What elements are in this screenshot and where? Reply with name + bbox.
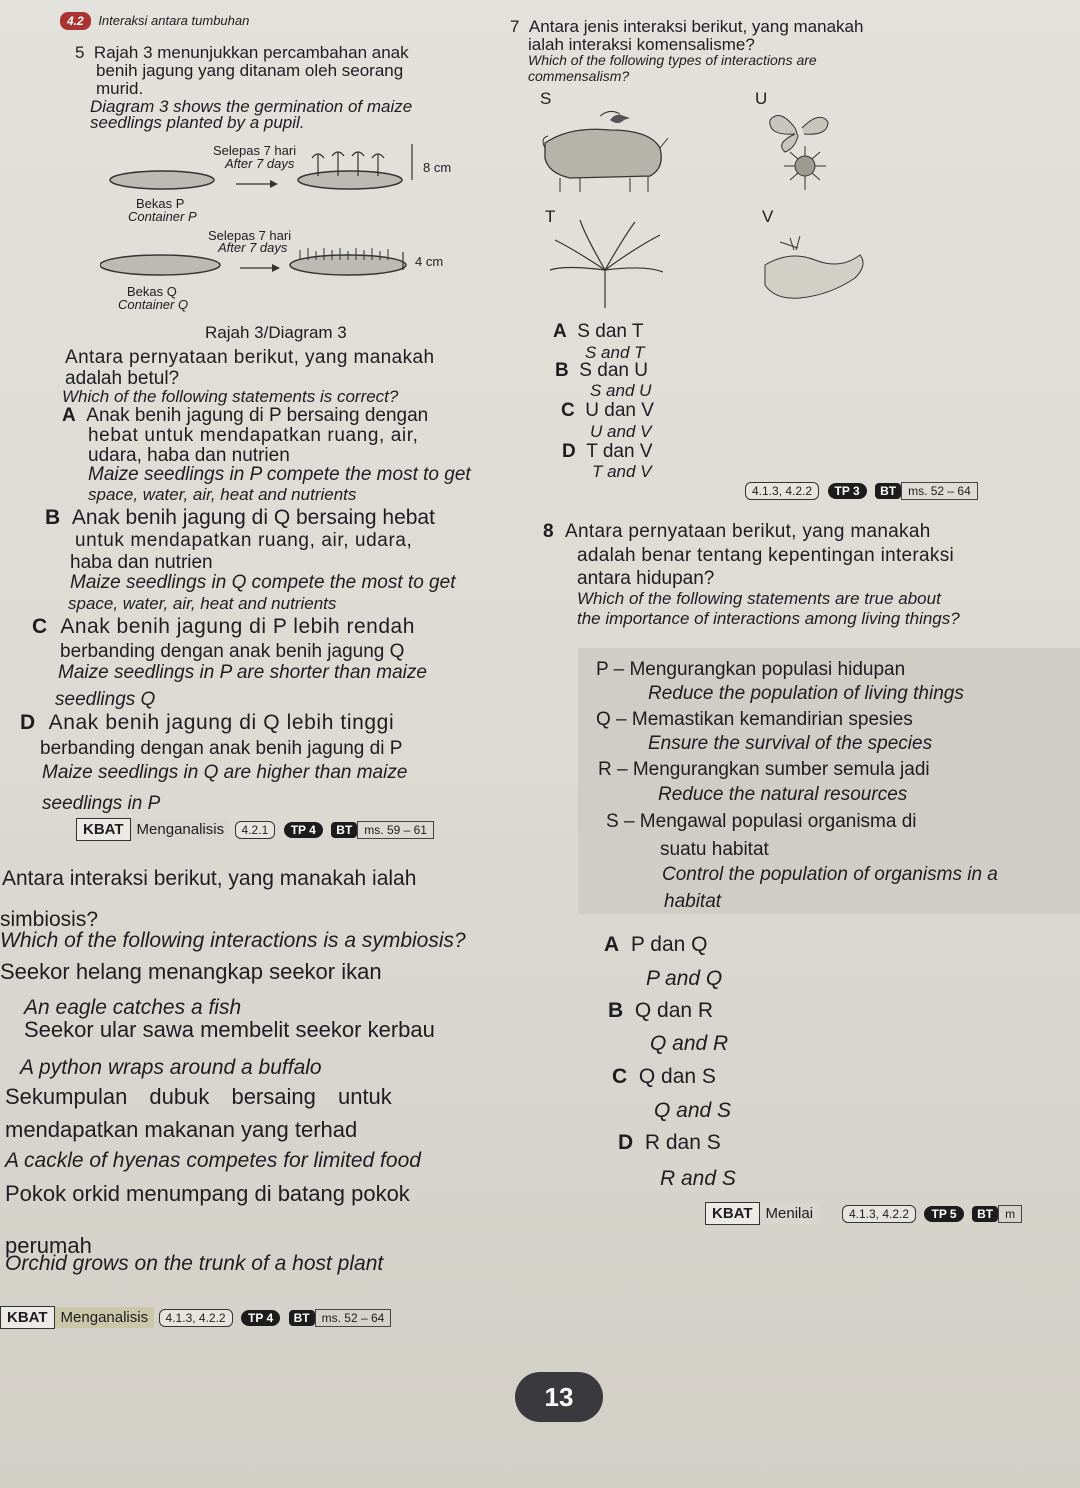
q8-option-a[interactable]: A P dan Q <box>604 933 708 956</box>
q8-question-en-1: Which of the following statements are true about <box>577 589 941 608</box>
q6-question-ms-2: simbiosis? <box>0 908 99 931</box>
after-label-q-ms: Selepas 7 hari <box>208 228 292 243</box>
kbat-tag: KBAT <box>0 1306 55 1329</box>
container-p-en: Container P <box>128 209 197 224</box>
q5-option-a-en-2: space, water, air, heat and nutrients <box>88 485 357 504</box>
q6-question-ms-1: Antara interaksi berikut, yang manakah ialah <box>2 867 417 890</box>
skill-tag: Menganalisis <box>55 1307 155 1328</box>
q5-option-a-ms-3: udara, haba dan nutrien <box>88 445 290 466</box>
q6-option-a-en: An eagle catches a fish <box>24 996 242 1019</box>
q5-option-a-ms-2: hebat untuk mendapatkan ruang, air, <box>88 425 419 446</box>
q5-option-a[interactable]: A Anak benih jagung di P bersaing dengan <box>62 405 429 426</box>
page-number: 13 <box>515 1372 603 1422</box>
q5-option-d[interactable]: D Anak benih jagung di Q lebih tinggi <box>20 711 395 734</box>
skill-tag: Menilai <box>760 1203 820 1224</box>
q5-option-d-ms-2: berbanding dengan anak benih jagung di P <box>40 738 403 759</box>
standard-tag: 4.2.1 <box>235 821 276 839</box>
standard-tag: 4.1.3, 4.2.2 <box>842 1205 916 1223</box>
standard-tag: 4.1.3, 4.2.2 <box>159 1309 233 1327</box>
diagram-caption: Rajah 3/Diagram 3 <box>205 323 347 342</box>
statement-q: Q – Memastikan kemandirian spesies <box>596 709 913 730</box>
q8-option-b[interactable]: B Q dan R <box>608 999 714 1022</box>
mosquito-hand-icon <box>760 220 870 305</box>
statement-q-en: Ensure the survival of the species <box>648 733 933 754</box>
q5-option-d-en-2: seedlings in P <box>42 793 161 814</box>
height-p: 8 cm <box>423 160 452 175</box>
q5-option-b-ms-3: haba dan nutrien <box>70 552 213 573</box>
q5-stem-ms-3: murid. <box>96 79 144 98</box>
section-title: Interaksi antara tumbuhan <box>98 13 250 28</box>
q5-option-c-en-1: Maize seedlings in P are shorter than maize <box>58 662 427 683</box>
q5-stem-ms-2: benih jagung yang ditanam oleh seorang <box>96 61 404 80</box>
statement-r: R – Mengurangkan sumber semula jadi <box>598 759 930 780</box>
after-label-p-ms: Selepas 7 hari <box>213 143 297 158</box>
height-q: 4 cm <box>415 254 444 269</box>
kbat-tag: KBAT <box>705 1202 760 1225</box>
tp-tag: TP 5 <box>924 1206 963 1222</box>
container-p-ms: Bekas P <box>136 196 185 211</box>
q6-option-a[interactable]: Seekor helang menangkap seekor ikan <box>0 959 382 984</box>
q7-tags <box>745 482 978 500</box>
bird-on-buffalo-icon <box>540 108 670 193</box>
after-label-q-en: After 7 days <box>218 240 288 255</box>
page-ref-tag: m <box>998 1205 1022 1223</box>
bt-tag: BT <box>875 483 901 499</box>
page-ref-tag: ms. 52 – 64 <box>315 1309 392 1327</box>
q7-option-a-en: S and T <box>585 343 645 362</box>
statement-s-ms-2: suatu habitat <box>660 839 769 860</box>
q8-option-d-en: R and S <box>660 1167 736 1190</box>
epiphyte-plant-icon <box>545 220 665 310</box>
q8-question-ms-3: antara hidupan? <box>577 568 715 589</box>
q8-question-ms-2: adalah benar tentang kepentingan interaksi <box>577 545 955 566</box>
q6-option-c-en: A cackle of hyenas competes for limited food <box>5 1149 421 1172</box>
label-v: V <box>762 207 774 226</box>
q5-option-b-en-1: Maize seedlings in Q compete the most to get <box>70 572 456 593</box>
butterfly-flower-icon <box>760 108 850 193</box>
q8-option-c-en: Q and S <box>654 1099 732 1122</box>
tp-tag: TP 3 <box>828 483 867 499</box>
q6-option-c-ms-2: mendapatkan makanan yang terhad <box>5 1117 358 1142</box>
statement-p: P – Mengurangkan populasi hidupan <box>596 659 906 680</box>
q7-question-en-1: Which of the following types of interactions are <box>528 52 817 68</box>
germination-diagram <box>100 140 460 290</box>
label-s: S <box>540 89 552 108</box>
q5-stem-ms-1: 5 Rajah 3 menunjukkan percambahan anak <box>75 43 409 62</box>
container-p-after-icon <box>298 171 402 189</box>
page-ref-tag: ms. 52 – 64 <box>901 482 978 500</box>
q6-option-b[interactable]: Seekor ular sawa membelit seekor kerbau <box>24 1017 435 1042</box>
q7-option-c[interactable]: C U dan V <box>561 400 654 421</box>
q8-option-c[interactable]: C Q dan S <box>612 1065 716 1088</box>
tp-tag: TP 4 <box>241 1310 280 1326</box>
q6-tags <box>0 1306 391 1329</box>
statement-r-en: Reduce the natural resources <box>658 784 908 805</box>
section-badge: 4.2 <box>60 12 91 30</box>
bt-tag: BT <box>331 822 357 838</box>
after-label-p-en: After 7 days <box>225 156 295 171</box>
statement-s-en-1: Control the population of organisms in a <box>662 864 998 885</box>
q5-stem-en-2: seedlings planted by a pupil. <box>90 113 305 132</box>
q7-question-ms-2: ialah interaksi komensalisme? <box>528 35 755 54</box>
q6-question-en: Which of the following interactions is a symbiosis? <box>0 929 466 952</box>
container-q-ms: Bekas Q <box>127 284 177 299</box>
q5-option-d-en-1: Maize seedlings in Q are higher than maize <box>42 762 408 783</box>
standard-tag: 4.1.3, 4.2.2 <box>745 482 819 500</box>
q7-option-b[interactable]: B S dan U <box>555 360 648 381</box>
q7-question-ms-1: 7 Antara jenis interaksi berikut, yang manakah <box>510 17 864 36</box>
bt-tag: BT <box>289 1310 315 1326</box>
q5-option-b[interactable]: B Anak benih jagung di Q bersaing hebat <box>45 506 435 529</box>
q5-option-c-en-2: seedlings Q <box>55 689 156 710</box>
q8-question-en-2: the importance of interactions among living things? <box>577 609 960 628</box>
q7-option-c-en: U and V <box>590 422 652 441</box>
container-q-before-icon <box>100 255 220 275</box>
q5-question-ms-2: adalah betul? <box>65 368 180 389</box>
q6-option-d-ms-2: perumah <box>5 1233 92 1258</box>
bt-tag: BT <box>972 1206 998 1222</box>
q8-option-b-en: Q and R <box>650 1032 729 1055</box>
q7-question-en-2: commensalism? <box>528 68 630 84</box>
kbat-tag: KBAT <box>76 818 131 841</box>
label-u: U <box>755 89 768 108</box>
q5-option-b-ms-2: untuk mendapatkan ruang, air, udara, <box>75 530 413 551</box>
q6-option-d-en: Orchid grows on the trunk of a host plant <box>5 1252 384 1275</box>
q7-option-b-en: S and U <box>590 381 652 400</box>
q7-option-d-en: T and V <box>592 462 652 481</box>
q5-option-c[interactable]: C Anak benih jagung di P lebih rendah <box>32 615 415 638</box>
skill-tag: Menganalisis <box>131 819 231 840</box>
tp-tag: TP 4 <box>284 822 323 838</box>
page-ref-tag: ms. 59 – 61 <box>357 821 434 839</box>
section-header <box>60 12 249 30</box>
q6-option-c[interactable]: Sekumpulan dubuk bersaing untuk <box>5 1084 392 1109</box>
q8-option-a-en: P and Q <box>646 967 723 990</box>
q5-option-a-en-1: Maize seedlings in P compete the most to get <box>88 464 471 485</box>
q5-stem-en-1: Diagram 3 shows the germination of maize <box>90 97 413 116</box>
q5-tags <box>76 818 434 841</box>
q8-option-d[interactable]: D R dan S <box>618 1131 721 1154</box>
q8-tags <box>705 1202 1022 1225</box>
label-t: T <box>545 207 556 226</box>
container-p-before-icon <box>110 171 214 189</box>
q7-option-a[interactable]: A S dan T <box>553 321 644 342</box>
statement-s: S – Mengawal populasi organisma di <box>606 811 917 832</box>
q8-question-ms-1: 8 Antara pernyataan berikut, yang manakah <box>543 521 931 542</box>
q5-question-en: Which of the following statements is correct? <box>62 387 399 406</box>
q7-option-d[interactable]: D T dan V <box>562 441 653 462</box>
container-q-en: Container Q <box>118 297 189 312</box>
q6-option-d[interactable]: Pokok orkid menumpang di batang pokok <box>5 1181 410 1206</box>
q5-question-ms-1: Antara pernyataan berikut, yang manakah <box>65 347 435 368</box>
statement-s-en-2: habitat <box>664 891 722 912</box>
statement-p-en: Reduce the population of living things <box>648 683 964 704</box>
q6-option-b-en: A python wraps around a buffalo <box>20 1056 322 1079</box>
q5-option-c-ms-2: berbanding dengan anak benih jagung Q <box>60 641 405 662</box>
q5-option-b-en-2: space, water, air, heat and nutrients <box>68 594 337 613</box>
